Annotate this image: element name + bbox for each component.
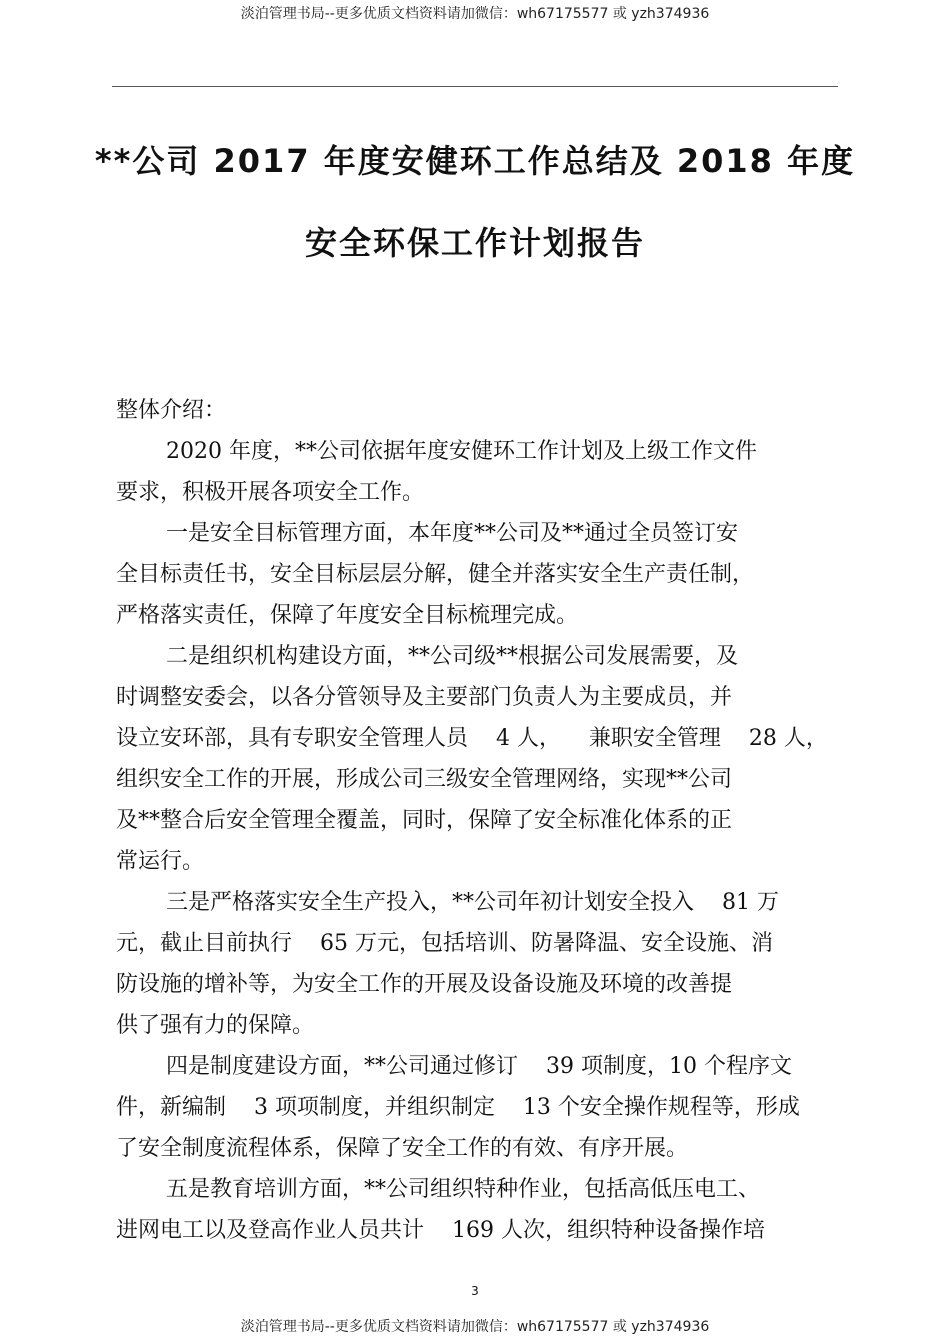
header-watermark: 淡泊管理书局--更多优质文档资料请加微信：wh67175577 或 yzh374936 — [240, 6, 710, 22]
paragraph-line: 设立安环部，具有专职安全管理人员 4 人， 兼职安全管理 28 人， — [116, 726, 828, 751]
paragraph-line: 五是教育培训方面，**公司组织特种作业，包括高低压电工、 — [166, 1177, 761, 1202]
paragraph-line: 进网电工以及登高作业人员共计 169 人次，组织特种设备操作培 — [116, 1218, 765, 1243]
paragraph-line: 供了强有力的保障。 — [116, 1013, 315, 1038]
document-body — [116, 390, 876, 1251]
paragraph-line: 常运行。 — [116, 849, 205, 874]
paragraph-line: 四是制度建设方面，**公司通过修订 39 项制度，10 个程序文 — [166, 1054, 792, 1079]
paragraph-line: 二是组织机构建设方面，**公司级**根据公司发展需要，及 — [166, 644, 739, 669]
footer-watermark: 淡泊管理书局--更多优质文档资料请加微信：wh67175577 或 yzh374936 — [240, 1319, 710, 1335]
paragraph-line: 元，截止目前执行 65 万元，包括培训、防暑降温、安全设施、消 — [116, 931, 773, 956]
paragraph-line: 一是安全目标管理方面，本年度**公司及**通过全员签订安 — [166, 521, 739, 546]
page-number: 3 — [471, 1284, 479, 1298]
paragraph-line: 了安全制度流程体系，保障了安全工作的有效、有序开展。 — [116, 1136, 689, 1161]
paragraph-line: 全目标责任书，安全目标层层分解，健全并落实安全生产责任制， — [116, 562, 755, 587]
paragraph-line: 及**整合后安全管理全覆盖，同时，保障了安全标准化体系的正 — [116, 808, 733, 833]
paragraph-line: 防设施的增补等，为安全工作的开展及设备设施及环境的改善提 — [116, 972, 733, 997]
paragraph-line: 时调整安委会，以各分管领导及主要部门负责人为主要成员，并 — [116, 685, 733, 710]
paragraph-line: 三是严格落实安全生产投入，**公司年初计划安全投入 81 万 — [166, 890, 779, 915]
paragraph-line: 要求，积极开展各项安全工作。 — [116, 480, 425, 505]
section-heading: 整体介绍： — [116, 398, 227, 423]
document-title-line-1: **公司 2017 年度安健环工作总结及 2018 年度 — [94, 142, 856, 180]
header-divider — [112, 86, 838, 87]
paragraph-line: 件，新编制 3 项项制度，并组织制定 13 个安全操作规程等，形成 — [116, 1095, 800, 1120]
paragraph-line: 2020 年度，**公司依据年度安健环工作计划及上级工作文件 — [166, 439, 757, 464]
document-title-line-2: 安全环保工作计划报告 — [304, 224, 645, 262]
paragraph-line: 严格落实责任，保障了年度安全目标梳理完成。 — [116, 603, 579, 628]
paragraph-line: 组织安全工作的开展，形成公司三级安全管理网络，实现**公司 — [116, 767, 733, 792]
